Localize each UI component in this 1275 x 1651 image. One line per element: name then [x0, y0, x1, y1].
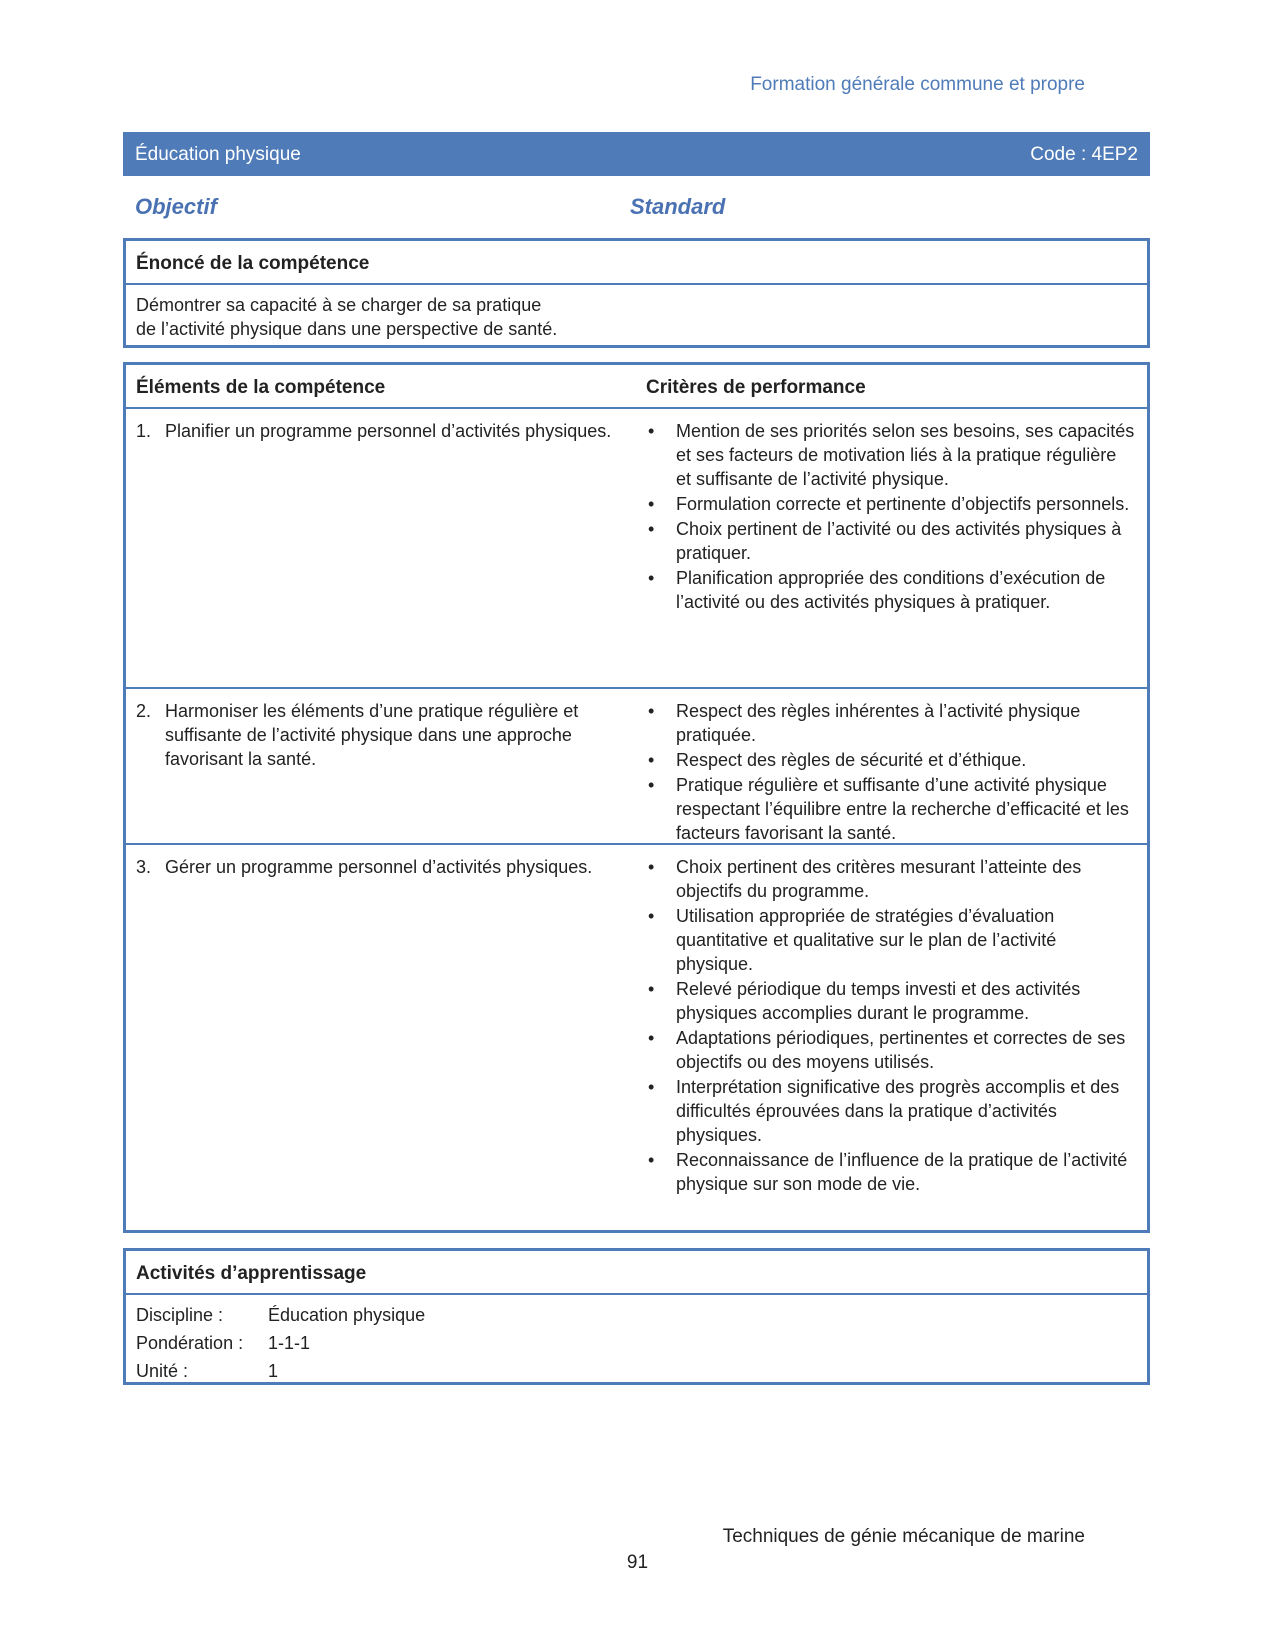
criteria-text: Respect des règles inhérentes à l’activité physique pratiquée. [676, 701, 1081, 745]
activite-value: 1 [268, 1361, 279, 1381]
enonce-box [123, 238, 1150, 348]
criteria-item [646, 419, 1136, 491]
element-text: Harmoniser les éléments d’une pratique régulière et suffisante de l’activité physique dans une approche favorisant la santé. [165, 701, 579, 769]
bullet-icon: • [648, 519, 655, 539]
bullet-icon: • [648, 979, 655, 999]
element-number: 3. [136, 857, 152, 877]
criteria-list [646, 419, 1136, 615]
activite-label: Unité : [136, 1361, 189, 1381]
activite-value: Éducation physique [268, 1305, 426, 1325]
course-title-bar [123, 132, 1150, 176]
criteria-item [646, 1075, 1136, 1147]
criteria-item [646, 977, 1136, 1025]
criteria-text: Adaptations périodiques, pertinentes et correctes de ses objectifs ou des moyens utilisés. [676, 1028, 1126, 1072]
criteria-text: Relevé périodique du temps investi et des activités physiques accomplies durant le programme. [676, 979, 1081, 1023]
criteria-item [646, 773, 1136, 845]
bullet-icon: • [648, 1077, 655, 1097]
criteria-list [646, 699, 1136, 846]
enonce-heading: Énoncé de la compétence [126, 241, 1147, 285]
criteria-item [646, 1148, 1136, 1196]
element-number: 2. [136, 701, 152, 721]
competence-table [123, 362, 1150, 1233]
page-number: 91 [626, 1552, 649, 1573]
activite-row [136, 1329, 1137, 1357]
course-code: Code : 4EP2 [1030, 144, 1138, 165]
activite-label: Pondération : [136, 1333, 244, 1353]
activite-label: Discipline : [136, 1305, 224, 1325]
criteria-list [646, 855, 1136, 1197]
course-title: Éducation physique [135, 144, 301, 165]
standard-label: Standard [630, 194, 726, 219]
bullet-icon: • [648, 906, 655, 926]
enonce-line: de l’activité physique dans une perspective de santé. [136, 319, 558, 339]
criteria-text: Choix pertinent de l’activité ou des activités physiques à pratiquer. [676, 519, 1122, 563]
criteria-item [646, 1026, 1136, 1074]
criteria-item [646, 904, 1136, 976]
criteria-text: Utilisation appropriée de stratégies d’évaluation quantitative et qualitative sur le plan de l’activité physique. [676, 906, 1057, 974]
competence-table-header [126, 365, 1147, 409]
bullet-icon: • [648, 421, 655, 441]
criteria-text: Planification appropriée des conditions d’exécution de l’activité ou des activités physiques à pratiquer. [676, 568, 1106, 612]
objectif-label: Objectif [135, 194, 217, 219]
element-cell [136, 699, 616, 771]
criteria-text: Mention de ses priorités selon ses besoins, ses capacités et ses facteurs de motivation liés à la pratique régulière et suffisante de l’activité physique. [676, 421, 1135, 489]
criteria-text: Formulation correcte et pertinente d’objectifs personnels. [676, 494, 1130, 514]
enonce-line: Démontrer sa capacité à se charger de sa pratique [136, 295, 542, 315]
element-cell [136, 855, 616, 879]
activites-box [123, 1248, 1150, 1385]
bullet-icon: • [648, 750, 655, 770]
bullet-icon: • [648, 1150, 655, 1170]
element-cell [136, 419, 616, 443]
criteria-item [646, 517, 1136, 565]
bullet-icon: • [648, 568, 655, 588]
table-row [126, 409, 1147, 689]
bullet-icon: • [648, 701, 655, 721]
criteria-item [646, 492, 1136, 516]
enonce-text [126, 285, 1147, 349]
footer-program: Techniques de génie mécanique de marine [722, 1526, 1085, 1547]
element-text: Gérer un programme personnel d’activités physiques. [165, 857, 593, 877]
criteria-text: Interprétation significative des progrès accomplis et des difficultés éprouvées dans la pratique d’activités physiques. [676, 1077, 1120, 1145]
col-criteres-header: Critères de performance [646, 377, 866, 398]
activites-list [126, 1295, 1147, 1391]
criteria-text: Pratique régulière et suffisante d’une activité physique respectant l’équilibre entre la recherche d’efficacité et les facteurs favorisant la santé. [676, 775, 1129, 843]
element-text: Planifier un programme personnel d’activités physiques. [165, 421, 612, 441]
criteria-item [646, 748, 1136, 772]
col-elements-header: Éléments de la compétence [136, 377, 386, 398]
table-row [126, 845, 1147, 1225]
bullet-icon: • [648, 494, 655, 514]
activite-value: 1-1-1 [268, 1333, 311, 1353]
activites-heading: Activités d’apprentissage [126, 1251, 1147, 1295]
criteria-text: Respect des règles de sécurité et d’éthique. [676, 750, 1027, 770]
criteria-item [646, 855, 1136, 903]
table-row [126, 689, 1147, 845]
criteria-item [646, 566, 1136, 614]
criteria-text: Reconnaissance de l’influence de la pratique de l’activité physique sur son mode de vie. [676, 1150, 1128, 1194]
criteria-item [646, 699, 1136, 747]
bullet-icon: • [648, 857, 655, 877]
criteria-text: Choix pertinent des critères mesurant l’atteinte des objectifs du programme. [676, 857, 1082, 901]
bullet-icon: • [648, 775, 655, 795]
bullet-icon: • [648, 1028, 655, 1048]
header-program-type: Formation générale commune et propre [750, 74, 1085, 95]
activite-row [136, 1301, 1137, 1329]
element-number: 1. [136, 421, 152, 441]
activite-row [136, 1357, 1137, 1385]
